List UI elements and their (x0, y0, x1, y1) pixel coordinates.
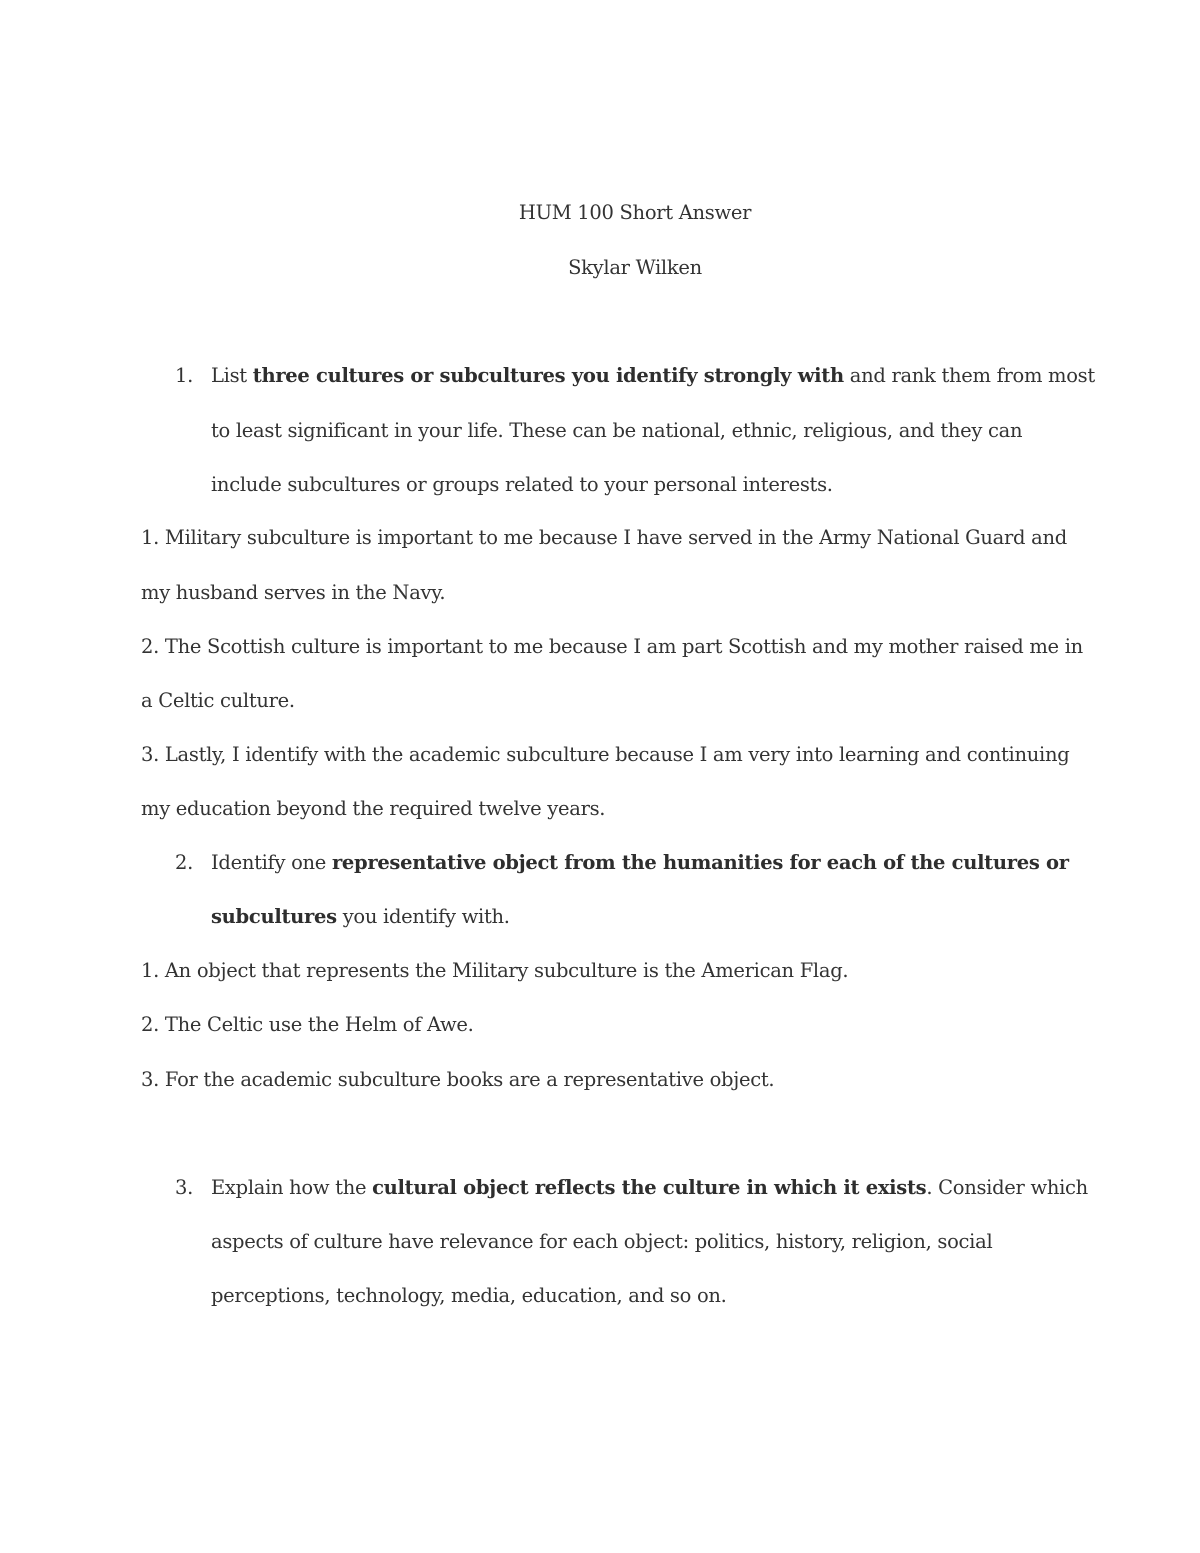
answer-2-item-1: 1. An object that represents the Military subculture is the American Flag. (141, 959, 849, 982)
question-1-text-post: and rank them from most (843, 364, 1095, 387)
question-1-line-3: include subcultures or groups related to your personal interests. (211, 473, 833, 496)
answer-1-item-2-line-2: a Celtic culture. (141, 689, 295, 712)
question-1-number: 1. (175, 364, 194, 387)
question-2-text-bold: representative object from the humanities for each of the cultures or (331, 851, 1069, 874)
question-3-line-1 (211, 1176, 1088, 1200)
question-1-text-pre: List (211, 364, 253, 387)
question-2-number: 2. (175, 851, 194, 874)
answer-1-item-3-line-2: my education beyond the required twelve years. (141, 797, 606, 820)
question-2-line-1 (211, 851, 1069, 875)
question-2-text-pre: Identify one (211, 851, 332, 874)
answer-1-item-1-line-2: my husband serves in the Navy. (141, 581, 446, 604)
document-title: HUM 100 Short Answer (518, 201, 752, 224)
question-2-text-bold-2: subcultures (211, 905, 337, 928)
question-3-line-3: perceptions, technology, media, education, and so on. (211, 1284, 727, 1307)
answer-1-item-3-line-1: 3. Lastly, I identify with the academic subculture because I am very into learning and continuing (141, 743, 1070, 766)
answer-2-item-2: 2. The Celtic use the Helm of Awe. (141, 1013, 474, 1036)
question-1-line-1 (211, 364, 1095, 388)
question-3-number: 3. (175, 1176, 194, 1199)
answer-1-item-2-line-1: 2. The Scottish culture is important to me because I am part Scottish and my mother raised me in (141, 635, 1083, 658)
question-2-text-post: you identify with. (336, 905, 510, 928)
question-3-text-post: . Consider which (926, 1176, 1088, 1199)
answer-1-item-1-line-1: 1. Military subculture is important to me because I have served in the Army National Guard and (141, 526, 1067, 549)
document-author: Skylar Wilken (568, 256, 702, 279)
question-3-text-bold: cultural object reflects the culture in which it exists (372, 1176, 927, 1199)
question-3-line-2: aspects of culture have relevance for each object: politics, history, religion, social (211, 1230, 993, 1253)
question-1-text-bold: three cultures or subcultures you identify strongly with (252, 364, 844, 387)
question-3-text-pre: Explain how the (211, 1176, 373, 1199)
question-2-line-2 (211, 905, 510, 929)
answer-2-item-3: 3. For the academic subculture books are a representative object. (141, 1068, 775, 1091)
question-1-line-2: to least significant in your life. These can be national, ethnic, religious, and they can (211, 419, 1023, 442)
